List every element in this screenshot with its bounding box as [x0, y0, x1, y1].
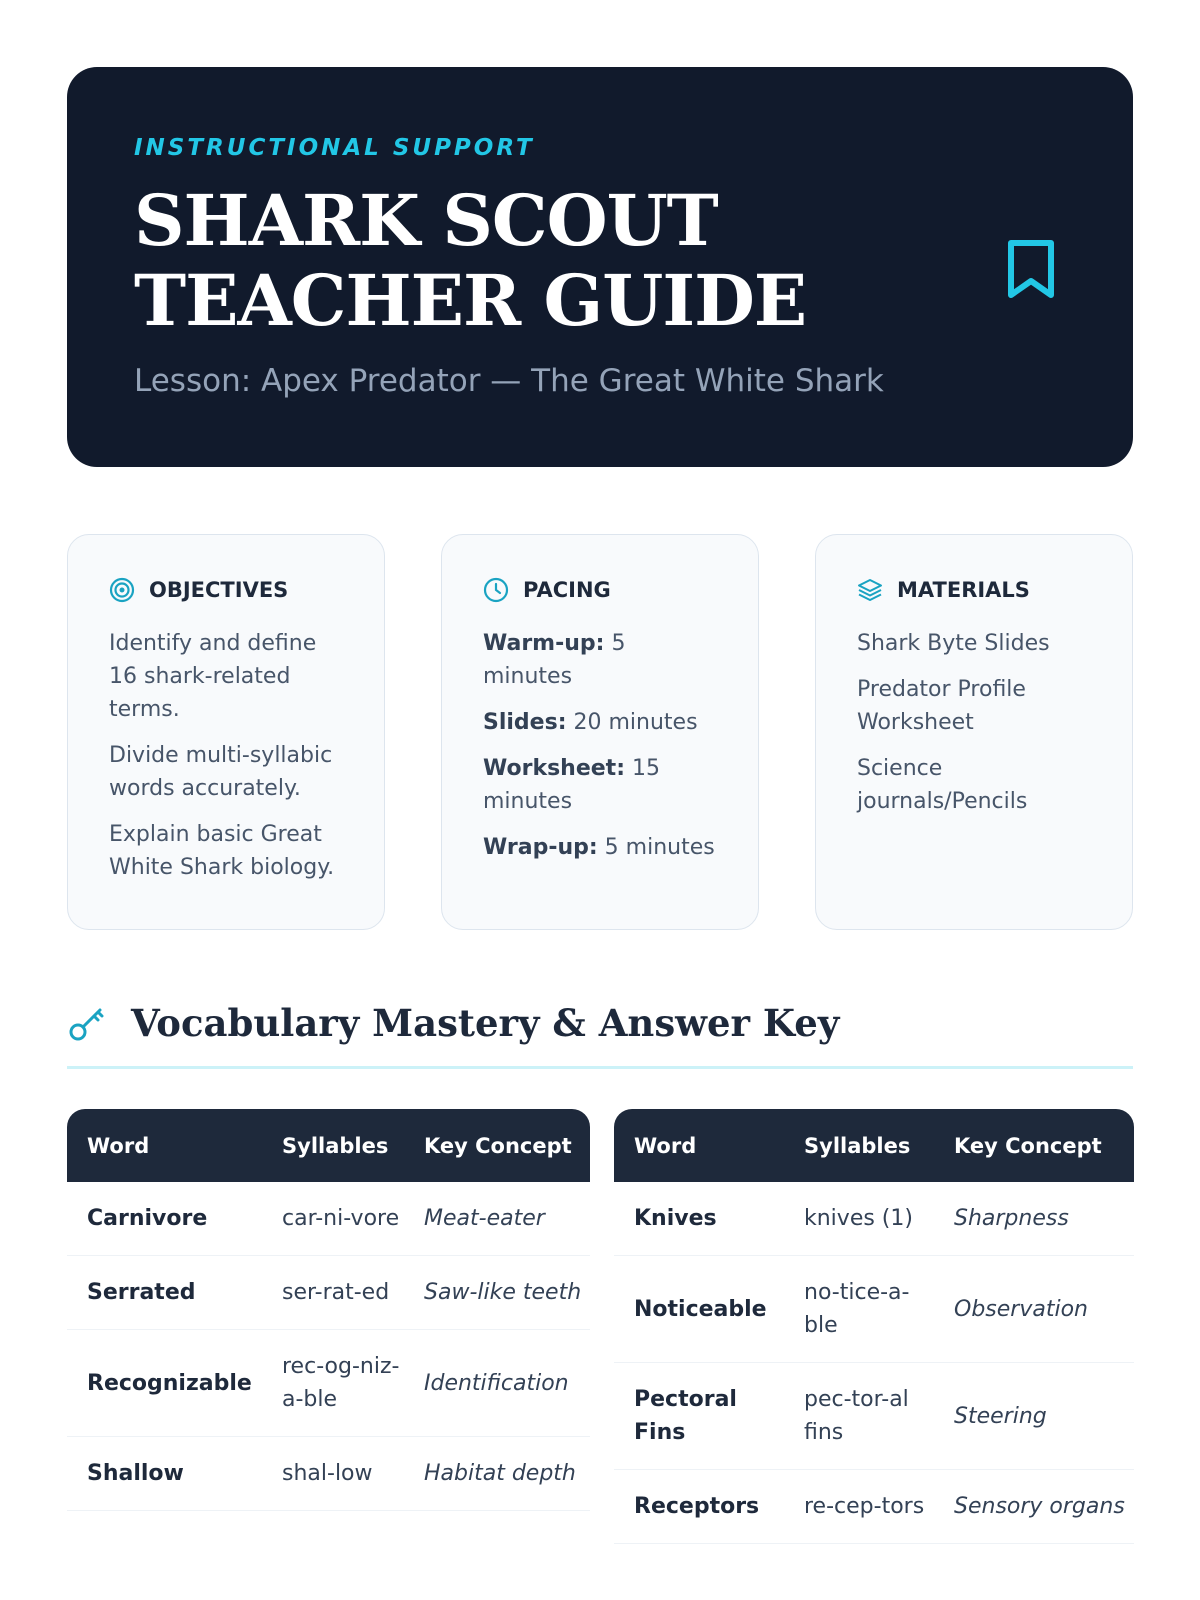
- column-header-word: Word: [614, 1109, 784, 1182]
- objective-item: Identify and define 16 shark-related terms.: [109, 631, 317, 722]
- table-row: [67, 1330, 590, 1437]
- pacing-label: Warm-up:: [483, 631, 605, 656]
- material-item: Shark Byte Slides: [857, 631, 1050, 656]
- page-title: SHARK SCOUT TEACHER GUIDE: [134, 179, 807, 342]
- concept-cell: Sensory organs: [934, 1470, 1134, 1544]
- pacing-value: 15 minutes: [483, 756, 660, 814]
- concept-cell: Steering: [934, 1363, 1134, 1470]
- pacing-item: [483, 627, 718, 693]
- table-row: [67, 1256, 590, 1330]
- syllables-cell: knives (1): [784, 1182, 934, 1256]
- syllables-cell: re-cep-tors: [784, 1470, 934, 1544]
- word-cell: Carnivore: [67, 1182, 262, 1256]
- syllables-cell: no-tice-a-ble: [784, 1256, 934, 1363]
- pacing-label: Slides:: [483, 710, 567, 735]
- column-header-concept: Key Concept: [934, 1109, 1134, 1182]
- concept-cell: Observation: [934, 1256, 1134, 1363]
- word-cell: Noticeable: [614, 1256, 784, 1363]
- vocab-table-right: [614, 1109, 1134, 1544]
- table-row: [614, 1470, 1134, 1544]
- lesson-subtitle: Lesson: Apex Predator — The Great White Shark: [134, 363, 884, 399]
- materials-card: [815, 534, 1133, 930]
- word-cell: Serrated: [67, 1256, 262, 1330]
- concept-cell: Identification: [404, 1330, 590, 1437]
- word-cell: Recognizable: [67, 1330, 262, 1437]
- syllables-cell: car-ni-vore: [262, 1182, 404, 1256]
- table-row: [614, 1182, 1134, 1256]
- word-cell: Pectoral Fins: [614, 1363, 784, 1470]
- pacing-item: [483, 706, 718, 739]
- objective-item: Explain basic Great White Shark biology.: [109, 822, 335, 880]
- syllables-cell: shal-low: [262, 1437, 404, 1511]
- column-header-syllables: Syllables: [262, 1109, 404, 1182]
- layers-icon: [857, 577, 883, 603]
- concept-cell: Meat-eater: [404, 1182, 590, 1256]
- pacing-item: [483, 831, 718, 864]
- table-row: [67, 1182, 590, 1256]
- pacing-item: [483, 752, 718, 818]
- clock-icon: [483, 577, 509, 603]
- vocab-table-left: [67, 1109, 590, 1511]
- word-cell: Shallow: [67, 1437, 262, 1511]
- material-item: Science journals/Pencils: [857, 756, 1028, 814]
- objective-item: Divide multi-syllabic words accurately.: [109, 743, 333, 801]
- objectives-card: [67, 534, 385, 930]
- syllables-cell: rec-og-niz-a-ble: [262, 1330, 404, 1437]
- pacing-value: 5 minutes: [483, 631, 626, 689]
- column-header-word: Word: [67, 1109, 262, 1182]
- table-header-row: [614, 1109, 1134, 1182]
- concept-cell: Sharpness: [934, 1182, 1134, 1256]
- word-cell: Receptors: [614, 1470, 784, 1544]
- target-icon: [109, 577, 135, 603]
- table-row: [614, 1363, 1134, 1470]
- objectives-title: OBJECTIVES: [149, 578, 289, 602]
- word-cell: Knives: [614, 1182, 784, 1256]
- pacing-value: 5 minutes: [604, 835, 715, 860]
- pacing-label: Wrap-up:: [483, 835, 598, 860]
- pacing-title: PACING: [523, 578, 611, 602]
- syllables-cell: ser-rat-ed: [262, 1256, 404, 1330]
- vocab-section-title: Vocabulary Mastery & Answer Key: [131, 1001, 840, 1045]
- pacing-label: Worksheet:: [483, 756, 625, 781]
- syllables-cell: pec-tor-al fins: [784, 1363, 934, 1470]
- bookmark-icon[interactable]: [1005, 237, 1057, 301]
- key-icon: [67, 1004, 107, 1044]
- header-eyebrow: INSTRUCTIONAL SUPPORT: [134, 135, 535, 161]
- concept-cell: Saw-like teeth: [404, 1256, 590, 1330]
- table-header-row: [67, 1109, 590, 1182]
- materials-title: MATERIALS: [897, 578, 1030, 602]
- vocab-section-header: [67, 1000, 1133, 1069]
- table-row: [67, 1437, 590, 1511]
- table-row: [614, 1256, 1134, 1363]
- material-item: Predator Profile Worksheet: [857, 677, 1026, 735]
- pacing-value: 20 minutes: [573, 710, 698, 735]
- concept-cell: Habitat depth: [404, 1437, 590, 1511]
- pacing-card: [441, 534, 759, 930]
- header-banner: [67, 67, 1133, 467]
- column-header-syllables: Syllables: [784, 1109, 934, 1182]
- column-header-concept: Key Concept: [404, 1109, 590, 1182]
